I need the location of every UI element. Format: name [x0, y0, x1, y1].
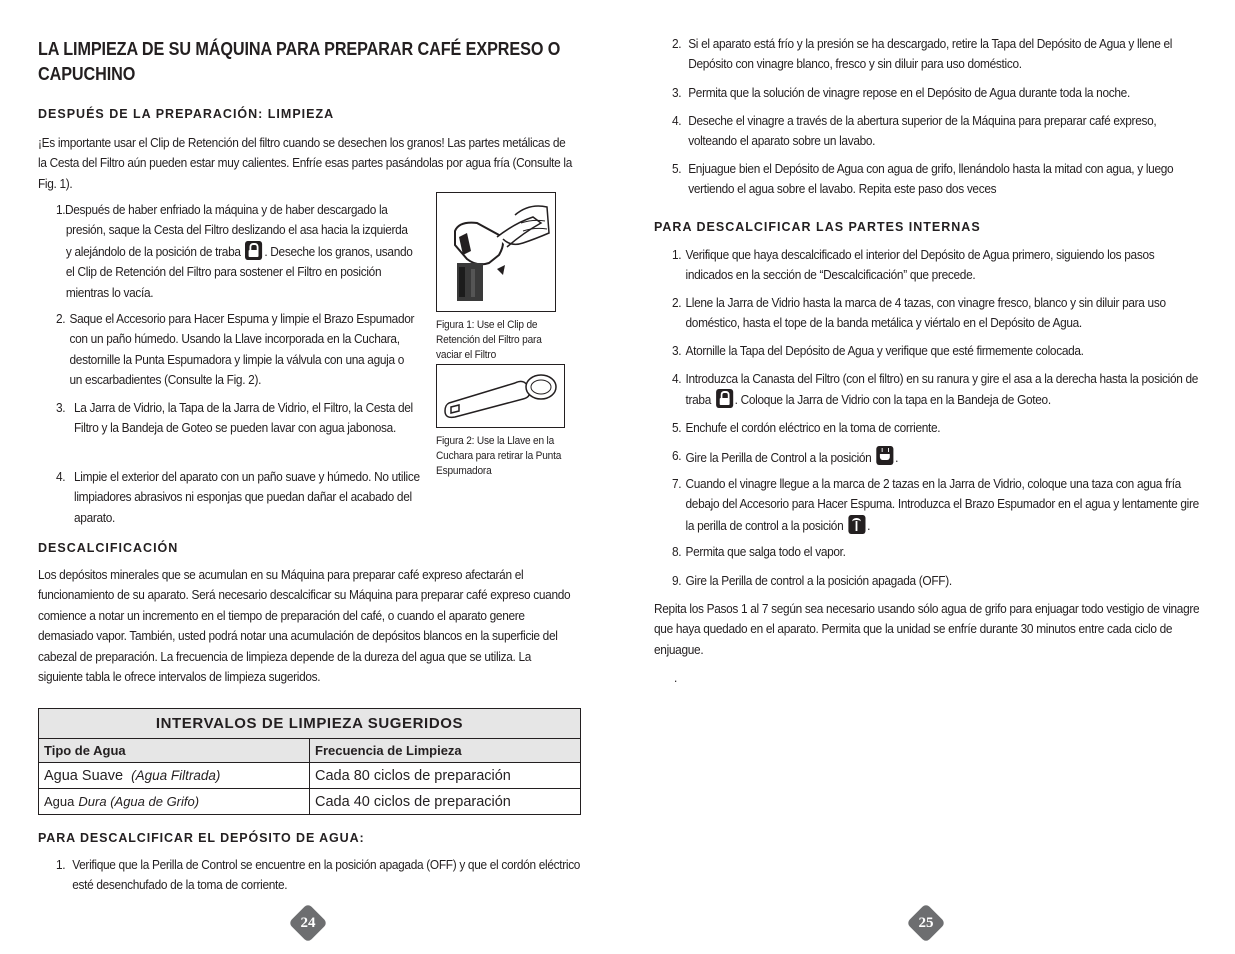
table-header-water-type: Tipo de Agua [39, 739, 310, 763]
list-item: 1. Verifique que la Perilla de Control se encuentre en la posición apagada (OFF) y que el cordón eléctrico esté desenchufado de la toma de corriente. [56, 857, 581, 893]
list-item: 9. Gire la Perilla de control a la posición apagada (OFF). [672, 573, 952, 588]
spoon-wrench-illustration [437, 365, 564, 427]
list-item: 6. Gire la Perilla de Control a la posición . [672, 448, 899, 465]
figure-1-caption: Figura 1: Use el Clip de Retención del Filtro para vaciar el Filtro [436, 319, 542, 361]
list-item: 4. Limpie el exterior del aparato con un paño suave y húmedo. No utilice limpiadores abrasivos ni esponjas que puedan dañar el acabado del aparato. [56, 469, 420, 525]
list-item: 5. Enjuague bien el Depósito de Agua con agua de grifo, llenándolo hasta la mitad con agua, y luego vertiendo el agua sobre el lavabo. Repita este paso dos veces [672, 161, 1174, 197]
list-item: 3. La Jarra de Vidrio, la Tapa de la Jarra de Vidrio, el Filtro, la Cesta del Filtro y la Bandeja de Goteo se pueden lavar con agua jabonosa. [56, 400, 413, 436]
figure-2-caption: Figura 2: Use la Llave en la Cuchara para retirar la Punta Espumadora [436, 435, 562, 477]
page-title: LA LIMPIEZA DE SU MÁQUINA PARA PREPARAR CAFÉ EXPRESO O CAPUCHINO [38, 39, 561, 84]
list-item: 5. Enchufe el cordón eléctrico en la toma de corriente. [672, 420, 941, 435]
list-item: 8. Permita que salga todo el vapor. [672, 544, 846, 559]
section-heading-tank: PARA DESCALCIFICAR EL DEPÓSITO DE AGUA: [38, 831, 365, 845]
list-item: 3. Atornille la Tapa del Depósito de Agua y verifique que esté firmemente colocada. [672, 343, 1084, 358]
list-item: 1. Después de haber enfriado la máquina y de haber descargado la presión, saque la Cesta del Filtro deslizando el asa hacia la izquierda y alejándolo de la posición de traba . Deseche los granos, usando el Clip de Retención del Filtro para sostener el Filtro en posición mientras lo vacía. [56, 202, 413, 300]
list-item: 4. Introduzca la Canasta del Filtro (con el filtro) en su ranura y gire el asa a la derecha hasta la posición de traba . Coloque la Jarra de Vidrio con la tapa en la Bandeja de Goteo. [672, 371, 1199, 408]
cleaning-intervals-table [38, 708, 581, 815]
figure-1-image [436, 192, 556, 312]
figure-2-image [436, 364, 565, 428]
brew-icon [876, 446, 893, 465]
list-item: 2. Llene la Jarra de Vidrio hasta la marca de 4 tazas, con vinagre fresco, blanco y sin diluir para uso doméstico, hasta el tope de la banda metálica y viértalo en el Depósito de Agua. [672, 295, 1166, 331]
table-row: Agua Dura (Agua de Grifo) Cada 40 ciclos de preparación [39, 789, 581, 815]
table-title: INTERVALOS DE LIMPIEZA SUGERIDOS [39, 709, 581, 739]
list-item: 1. Verifique que haya descalcificado el interior del Depósito de Agua primero, siguiendo los pasos indicados en la sección de “Descalcificación” que precede. [672, 247, 1155, 283]
closing-paragraph: Repita los Pasos 1 al 7 según sea necesario usando sólo agua de grifo para enjuagar todo vestigio de vinagre que haya quedado en el aparato. Permita que la unidad se enfríe durante 30 minutos entre cada ciclo de enjuague. [654, 601, 1200, 657]
list-item: 7. Cuando el vinagre llegue a la marca de 2 tazas en la Jarra de Vidrio, coloque una taza con agua fría debajo del Accesorio para Hacer Espuma. Introduzca el Brazo Espumador en el agua y lentamente gire la perilla de control a la posición . [672, 476, 1199, 533]
section-heading-internal: PARA DESCALCIFICAR LAS PARTES INTERNAS [654, 220, 981, 234]
table-row: Agua Suave (Agua Filtrada) Cada 80 ciclos de preparación [39, 763, 581, 789]
lock-icon [245, 241, 262, 260]
table-header-frequency: Frecuencia de Limpieza [310, 739, 581, 763]
stray-mark: . [674, 670, 677, 685]
list-item: 4. Deseche el vinagre a través de la abertura superior de la Máquina para preparar café expreso, volteando el aparato sobre un lavabo. [672, 113, 1157, 149]
page-number: 25 [918, 915, 934, 931]
steam-icon [848, 515, 865, 534]
filter-clip-illustration [437, 193, 555, 311]
page-number: 24 [300, 915, 316, 931]
list-item: 3. Permita que la solución de vinagre repose en el Depósito de Agua durante toda la noche. [672, 85, 1130, 100]
section-heading-after-brewing: DESPUÉS DE LA PREPARACIÓN: LIMPIEZA [38, 107, 335, 121]
section-heading-descaling: DESCALCIFICACIÓN [38, 541, 179, 555]
list-item: 2. Si el aparato está frío y la presión se ha descargado, retire la Tapa del Depósito de Agua y llene el Depósito con vinagre blanco, fresco y sin diluir para uso doméstico. [672, 36, 1173, 72]
lock-icon [716, 389, 733, 408]
after-brewing-intro: ¡Es importante usar el Clip de Retención del filtro cuando se desechen los granos! Las partes metálicas de la Cesta del Filtro aún pueden estar muy calientes. Enfríe esas partes pasándolas por agua fría (Consulte la Fig. 1). [38, 135, 573, 191]
descaling-body: Los depósitos minerales que se acumulan en su Máquina para preparar café expreso afectarán el funcionamiento de su aparato. Será necesario descalcificar su Máquina para preparar café expreso cuando comience a notar un incremento en el tiempo de preparación del café, o cuando el aparato genere demasiado vapor. También, usted podrá notar una acumulación de depósitos blancos en la superficie del cabezal de preparación. La frecuencia de limpieza depende de la dureza del agua que se utiliza. La siguiente tabla le ofrece intervalos de limpieza sugeridos. [38, 567, 571, 685]
list-item: 2. Saque el Accesorio para Hacer Espuma y limpie el Brazo Espumador con un paño húmedo. Usando la Llave incorporada en la Cuchara, destornille la Punta Espumadora y limpie la válvula con una aguja o un escarbadientes (Consulte la Fig. 2). [56, 311, 415, 388]
